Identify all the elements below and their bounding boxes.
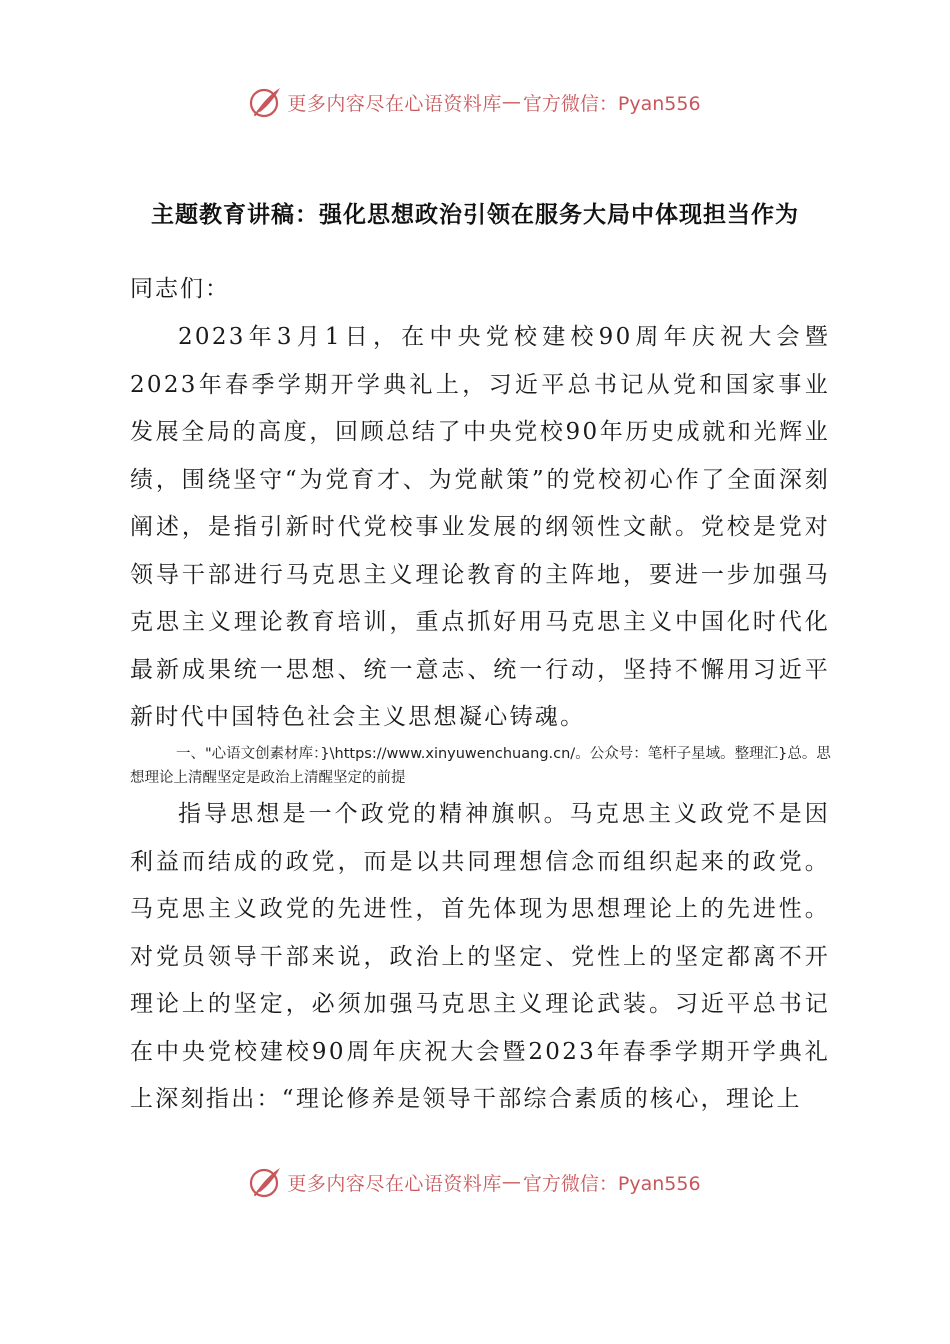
footer-banner (0, 1162, 950, 1202)
banner-text: 更多内容尽在心语资料库 (287, 1172, 502, 1195)
banner-text: 更多内容尽在心语资料库 (287, 92, 502, 115)
source-note: 一、"心语文创素材库：}\https://www.xinyuwenchuang.cn/。公众号：笔杆子星域。整理汇}总。思想理论上清醒坚定是政治上清醒坚定的前提 (130, 746, 831, 786)
document-title: 主题教育讲稿：强化思想政治引领在服务大局中体现担当作为 (151, 202, 799, 228)
header-banner (0, 82, 950, 122)
banner-wechat: 官方微信：Pyan556 (522, 1172, 701, 1195)
quill-pen-icon (249, 1165, 283, 1199)
quill-pen-icon (249, 85, 283, 119)
banner-separator: — (501, 1171, 521, 1193)
paragraph-2: 指导思想是一个政党的精神旗帜。马克思主义政党不是因利益而结成的政党，而是以共同理想信念而组织起来的政党。马克思主义政党的先进性，首先体现为思想理论上的先进性。对党员领导干部来说，政治上的坚定、党性上的坚定都离不开理论上的坚定，必须加强马克思主义理论武装。习近平总书记在中央党校建校90周年庆祝大会暨2023年春季学期开学典礼上深刻指出：“理论修养是领导干部综合素质的核心，理论上 (130, 801, 830, 1112)
banner-separator: — (501, 91, 521, 113)
salutation: 同志们： (130, 276, 230, 302)
banner-wechat: 官方微信：Pyan556 (522, 92, 701, 115)
paragraph-1: 2023年3月1日，在中央党校建校90周年庆祝大会暨2023年春季学期开学典礼上，习近平总书记从党和国家事业发展全局的高度，回顾总结了中央党校90年历史成就和光辉业绩，围绕坚守“为党育才、为党献策”的党校初心作了全面深刻阐述，是指引新时代党校事业发展的纲领性文献。党校是党对领导干部进行马克思主义理论教育的主阵地，要进一步加强马克思主义理论教育培训，重点抓好用马克思主义中国化时代化最新成果统一思想、统一意志、统一行动，坚持不懈用习近平新时代中国特色社会主义思想凝心铸魂。 (130, 324, 830, 730)
